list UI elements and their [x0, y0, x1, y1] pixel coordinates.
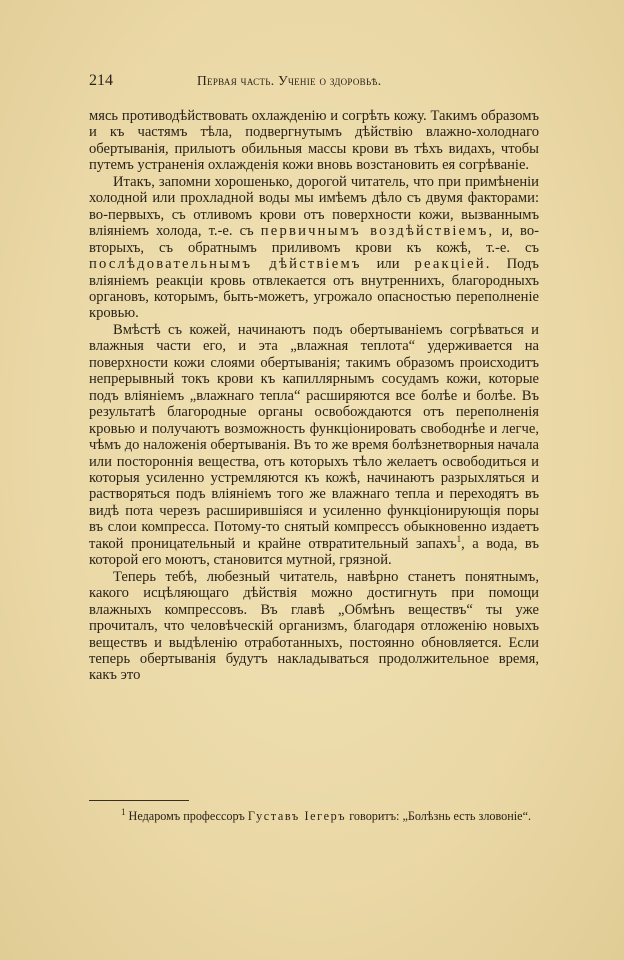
- paragraph-3-text-b: , а вода, въ которой его моютъ, становится мутной, грязной.: [89, 535, 539, 569]
- page-number: 214: [89, 72, 113, 89]
- paragraph-2-text-d: Подъ вліяніемъ реакціи кровь отвлекается отъ внутреннихъ, благородныхъ органовъ, которымъ, быть-можетъ, угрожало опасностью переполненіе кровью.: [89, 256, 539, 322]
- paragraph-3-text-a: Вмѣстѣ съ кожей, начинаютъ подъ обертываніемъ согрѣваться и влажныя части его, и эта „влажная теплота“ удерживается на поверхности кожи слоями обертыванія; такимъ образомъ происходитъ непрерывный токъ крови къ капиллярнымъ сосудамъ кожи, которые подъ вліяніемъ „влажнаго тепла“ расширяются все болѣе и болѣе. Въ результатѣ благородные органы освобождаются отъ переполненія кровью и получаютъ возможность функціонировать свободнѣе и легче, чѣмъ до наложенія обертыванія. Въ то же время болѣзнетворныя начала или постороннія вещества, отъ которыхъ тѣло желаетъ освободиться и которыя усиленно устремляются къ кожѣ, начинаютъ разрыхляться и растворяться подъ вліяніемъ того же влажнаго тепла и переходятъ въ видѣ пота черезъ расширившіяся и усиленно функціонирующія поры въ слои компресса. Потому-то снятый компрессъ обыкновенно издаетъ такой проницательный и крайне отвратительный запахъ: [89, 321, 539, 552]
- running-title: Первая часть. Ученіе о здоровьѣ.: [197, 73, 382, 88]
- paragraph-2: [89, 174, 539, 322]
- footnote-text-b: говоритъ: „Болѣзнь есть зловоніе“.: [349, 809, 532, 823]
- spaced-term-reaction: реакціей.: [414, 256, 492, 273]
- footnote-marker: 1: [121, 806, 126, 817]
- footnote-name: Густавъ Іегеръ: [247, 809, 347, 823]
- spaced-term-secondary-effect: послѣдовательнымъ дѣйствіемъ: [89, 256, 362, 273]
- body-text: [89, 108, 539, 684]
- paragraph-2-text-b: и, во-вторыхъ, съ обратнымъ приливомъ крови къ кожѣ, т.-е. съ: [89, 223, 540, 256]
- spaced-term-primary-effect: первичнымъ воздѣйствіемъ,: [260, 223, 495, 240]
- footnote-divider: [89, 800, 189, 801]
- footnote: [89, 806, 539, 824]
- paragraph-2-text-c: или: [376, 256, 400, 273]
- paragraph-3: [89, 322, 539, 569]
- paragraph-4: Теперь тебѣ, любезный читатель, навѣрно станетъ понятнымъ, какого исцѣляющаго дѣйствія можно достигнуть при помощи влажныхъ компрессовъ. Въ главѣ „Обмѣнъ веществъ“ ты уже прочиталъ, что человѣческій организмъ, благодаря отложенію новыхъ веществъ и выдѣленію отработанныхъ, постоянно обновляется. Если теперь обертыванія будутъ накладываться продолжительное время, какъ это: [89, 568, 539, 684]
- paragraph-1: мясь противодѣйствовать охлажденію и согрѣть кожу. Такимъ образомъ и къ частямъ тѣла, подвергнутымъ дѣйствію влажно-холоднаго обертыванія, прилыотъ обильныя массы крови въ тѣхъ видахъ, чтобы путемъ устраненія охлажденія кожи вновь возстановить ея согрѣваніе.: [89, 108, 539, 174]
- paragraph-2-text-a: Итакъ, запомни хорошенько, дорогой читатель, что при примѣненіи холодной или прохладной воды мы имѣемъ дѣло съ двумя факторами: во-первыхъ, съ отливомъ крови отъ поверхности кожи, вызваннымъ вліяніемъ холода, т.-е. съ: [89, 173, 539, 240]
- footnote-text-a: Недаромъ профессоръ: [128, 809, 245, 823]
- footnote-reference: 1: [456, 533, 462, 544]
- page-header: [89, 72, 539, 94]
